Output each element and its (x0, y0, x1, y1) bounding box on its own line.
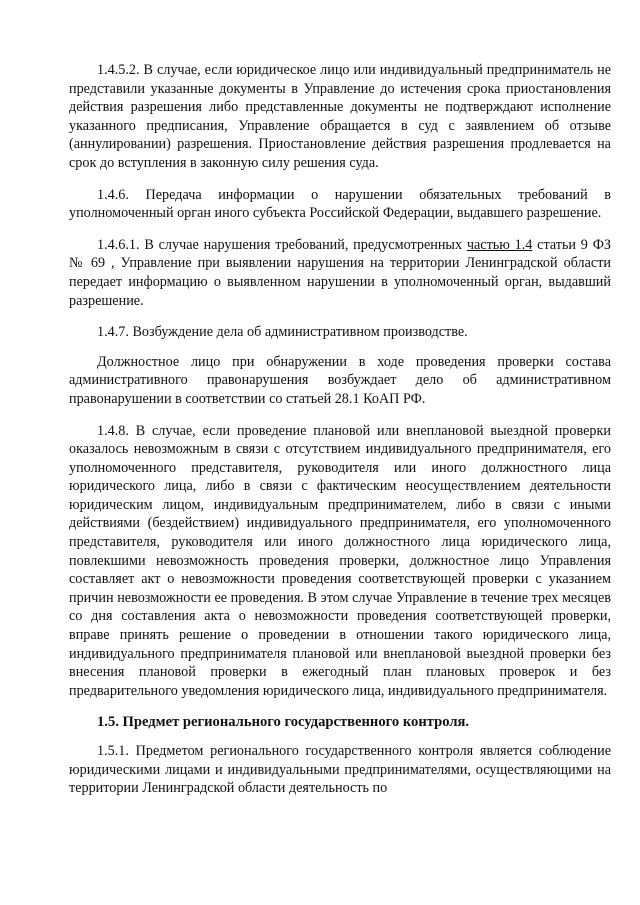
law-reference-link[interactable]: частью 1.4 (466, 236, 533, 253)
paragraph-1-4-6: 1.4.6. Передача информации о нарушении обязательных требований в уполномоченный орган иного субъекта Российской Федерации, выдавшего разрешение. (69, 186, 611, 222)
paragraph-1-4-5-2: 1.4.5.2. В случае, если юридическое лицо или индивидуальный предприниматель не представили указанные документы в Управление до истечения срока приостановления действия разрешения либо представленные документы не подтверждают исполнение указанного предписания, Управление обращается в суд с заявлением об отзыве (аннулировании) разрешения. Приостановление действия разрешения продлевается на срок до вступления в законную силу решения суда. (69, 62, 611, 171)
document-page (69, 61, 611, 811)
paragraph-official-duty: Должностное лицо при обнаружении в ходе проведения проверки состава административного правонарушения возбуждает дело об административном правонарушении в соответствии со статьей 28.1 КоАП РФ. (69, 353, 611, 407)
paragraph-1-4-6-1 (69, 236, 611, 310)
paragraph-1-4-7: 1.4.7. Возбуждение дела об административном производстве. (97, 324, 468, 341)
paragraph-1-4-8: 1.4.8. В случае, если проведение плановой или внеплановой выездной проверки оказалось невозможным в связи с отсутствием индивидуального предпринимателя, его уполномоченного представителя, руководителя или иного должностного лица юридического лица, либо в связи с фактическим неосуществлением деятельности юридическим лицом, индивидуальным предпринимателем, либо в связи с иными действиями (бездействием) индивидуального предпринимателя, его уполномоченного представителя, руководителя или иного должностного лица юридического лица, повлекшими невозможность проведения проверки, должностное лицо Управления составляет акт о невозможности проведения соответствующей проверки с указанием причин невозможности ее проведения. В этом случае Управление в течение трех месяцев со дня составления акта о невозможности проведения соответствующей проверки, вправе принять решение о проведении в отношении такого юридического лица, индивидуального предпринимателя плановой или внеплановой выездной проверки без внесения плановой проверки в ежегодный план плановых проверок и без предварительного уведомления юридического лица, индивидуального предпринимателя. (69, 422, 611, 699)
section-heading-1-5: 1.5. Предмет регионального государственного контроля. (97, 714, 470, 731)
paragraph-1-5-1: 1.5.1. Предметом регионального государственного контроля является соблюдение юридическими лицами и индивидуальными предпринимателями, осуществляющими на территории Ленинградской области деятельность по (69, 743, 611, 797)
paragraph-1-4-6-1-rest: статьи 9 ФЗ № 69 , Управление при выявлении нарушения на территории Ленинградской области передает информацию о выявленном нарушении в уполномоченный орган, выдавший разрешение. (69, 236, 612, 309)
paragraph-1-4-6-1-start: 1.4.6.1. В случае нарушения требований, предусмотренных (97, 236, 467, 253)
